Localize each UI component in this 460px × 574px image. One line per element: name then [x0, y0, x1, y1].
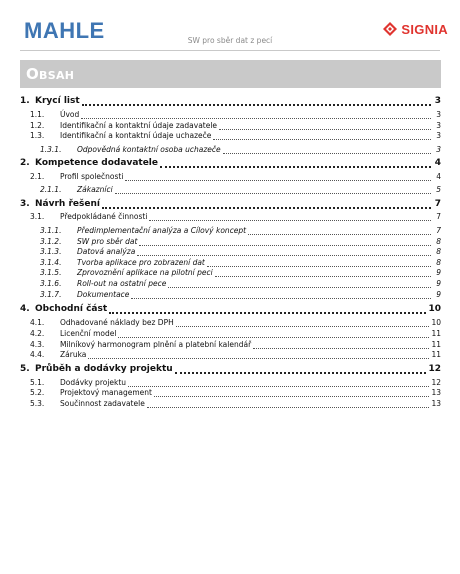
toc-entry-page: 3: [436, 131, 441, 140]
toc-entry-page: 10: [428, 304, 441, 314]
toc-entry-page: 12: [431, 378, 441, 387]
toc-entry-label: Návrh řešení: [35, 199, 100, 209]
toc-entry-label: Dodávky projektu: [60, 378, 127, 387]
toc-dot-leader: [149, 220, 431, 221]
toc-entry-number: 3.1.4.: [40, 258, 62, 267]
toc-entry-label: Identifikační a kontaktní údaje zadavatele: [60, 121, 218, 130]
toc-entry-number: 2.1.1.: [40, 185, 62, 194]
toc-entry-number: 5.1.: [30, 378, 45, 387]
toc-entry-page: 12: [428, 364, 441, 374]
toc-entry-label: Identifikační a kontaktní údaje uchazeče: [60, 131, 212, 140]
toc-entry-number: 5.2.: [30, 388, 45, 397]
toc-dot-leader: [207, 266, 431, 267]
toc-entry-page: 7: [436, 226, 441, 235]
toc-entry[interactable]: [20, 199, 441, 211]
toc-dot-leader: [131, 298, 431, 299]
toc-entry-number: 3.1.1.: [40, 226, 62, 235]
toc-entry[interactable]: [30, 212, 441, 224]
toc-entry-number: 3.1.2.: [40, 237, 62, 246]
toc-entry-number: 1.3.: [30, 131, 45, 140]
toc-entry-number: 4.3.: [30, 340, 45, 349]
toc-entry-page: 7: [434, 199, 441, 209]
toc-entry-label: Záruka: [60, 350, 87, 359]
toc-dot-leader: [88, 358, 429, 359]
toc-entry-page: 11: [431, 340, 441, 349]
toc-dot-leader: [115, 193, 431, 194]
toc-entry-page: 3: [434, 96, 441, 106]
toc-dot-leader: [154, 396, 429, 397]
toc-dot-leader: [128, 386, 429, 387]
toc-entry-number: 3.: [20, 199, 30, 209]
toc-dot-leader: [125, 180, 431, 181]
toc-entry-page: 10: [431, 318, 441, 327]
toc-dot-leader: [248, 234, 431, 235]
toc-entry-label: Kompetence dodavatele: [35, 158, 158, 168]
toc-entry-page: 8: [436, 258, 441, 267]
toc-entry-number: 1.1.: [30, 110, 45, 119]
toc-entry[interactable]: [30, 131, 441, 143]
toc-heading: Obsah: [26, 65, 75, 83]
toc-dot-leader: [219, 129, 431, 130]
toc-entry-label: Krycí list: [35, 96, 80, 106]
toc-entry-page: 9: [436, 290, 441, 299]
toc-entry-page: 4: [434, 158, 441, 168]
toc-entry-number: 3.1.3.: [40, 247, 62, 256]
toc-dot-leader: [82, 104, 431, 106]
toc-dot-leader: [109, 312, 426, 314]
toc-entry[interactable]: [30, 399, 441, 411]
toc-entry-label: Průběh a dodávky projektu: [35, 364, 173, 374]
toc-entry-number: 2.1.: [30, 172, 45, 181]
toc-entry-number: 3.1.: [30, 212, 45, 221]
toc-dot-leader: [223, 153, 431, 154]
toc-entry[interactable]: [20, 364, 441, 376]
toc-entry-label: Úvod: [60, 110, 80, 119]
toc-dot-leader: [176, 326, 430, 327]
toc-entry-label: Dokumentace: [77, 290, 130, 299]
toc-entry-label: Obchodní část: [35, 304, 108, 314]
toc-entry[interactable]: [30, 350, 441, 362]
toc-entry-page: 13: [431, 399, 441, 408]
toc-entry-number: 5.: [20, 364, 30, 374]
toc-entry-number: 2.: [20, 158, 30, 168]
toc-entry-page: 13: [431, 388, 441, 397]
toc-dot-leader: [139, 245, 431, 246]
toc-dot-leader: [213, 139, 431, 140]
toc-entry-page: 7: [436, 212, 441, 221]
toc-entry-number: 3.1.6.: [40, 279, 62, 288]
mahle-logo: MAHLE: [24, 18, 105, 43]
toc-entry-page: 8: [436, 247, 441, 256]
toc-dot-leader: [253, 348, 429, 349]
toc-entry-page: 3: [436, 145, 441, 154]
toc-entry-label: Zákazníci: [77, 185, 113, 194]
toc-dot-leader: [102, 207, 431, 209]
toc-dot-leader: [168, 287, 431, 288]
toc-entry-label: Součinnost zadavatele: [60, 399, 145, 408]
toc-entry-page: 11: [431, 350, 441, 359]
toc-entry-label: Roll-out na ostatní pece: [77, 279, 167, 288]
toc-entry[interactable]: [20, 158, 441, 170]
toc-entry-number: 1.2.: [30, 121, 45, 130]
toc-entry[interactable]: [20, 96, 441, 108]
toc-entry[interactable]: [40, 290, 441, 302]
toc-entry-label: Předpokládané činnosti: [60, 212, 148, 221]
toc-entry-number: 4.: [20, 304, 30, 314]
toc-entry[interactable]: [20, 304, 441, 316]
toc-entry-number: 3.1.7.: [40, 290, 62, 299]
toc-entry-page: 3: [436, 121, 441, 130]
toc-entry-label: SW pro sběr dat: [77, 237, 138, 246]
toc-dot-leader: [81, 118, 431, 119]
toc-entry-label: Profil společnosti: [60, 172, 124, 181]
toc-entry-label: Datová analýza: [77, 247, 136, 256]
header-title: SW pro sběr dat z pecí: [187, 36, 273, 45]
signia-logo-text: SIGNIA: [401, 21, 448, 37]
toc-entry-page: 4: [436, 172, 441, 181]
toc-entry-number: 1.: [20, 96, 30, 106]
toc-entry-label: Odhadované náklady bez DPH: [60, 318, 174, 327]
toc-entry-page: 9: [436, 279, 441, 288]
toc-dot-leader: [118, 337, 429, 338]
toc-entry[interactable]: [30, 172, 441, 184]
toc-entry-number: 4.2.: [30, 329, 45, 338]
toc-dot-leader: [160, 166, 431, 168]
toc-dot-leader: [215, 276, 431, 277]
toc-entry-page: 3: [436, 110, 441, 119]
toc-entry-label: Milníkový harmonogram plnění a platební kalendář: [60, 340, 252, 349]
toc-entry-page: 9: [436, 268, 441, 277]
toc-entry-label: Předimplementační analýza a Cílový koncept: [77, 226, 247, 235]
toc-entry-label: Zprovoznění aplikace na pilotní peci: [77, 268, 213, 277]
toc-entry[interactable]: [40, 145, 441, 157]
toc-entry[interactable]: [40, 185, 441, 197]
toc-dot-leader: [175, 372, 427, 374]
toc-entry-label: Tvorba aplikace pro zobrazení dat: [77, 258, 205, 267]
toc-entry-label: Odpovědná kontaktní osoba uchazeče: [77, 145, 221, 154]
toc-entry-number: 5.3.: [30, 399, 45, 408]
toc-entry-number: 3.1.5.: [40, 268, 62, 277]
toc-entry-number: 4.1.: [30, 318, 45, 327]
toc-dot-leader: [137, 255, 431, 256]
toc-entry-label: Projektový management: [60, 388, 152, 397]
toc-entry-page: 5: [436, 185, 441, 194]
toc-entry-number: 1.3.1.: [40, 145, 62, 154]
toc-entry-label: Licenční model: [60, 329, 117, 338]
toc-entry-page: 11: [431, 329, 441, 338]
toc-entry-number: 4.4.: [30, 350, 45, 359]
toc-dot-leader: [147, 407, 430, 408]
toc-entry-page: 8: [436, 237, 441, 246]
